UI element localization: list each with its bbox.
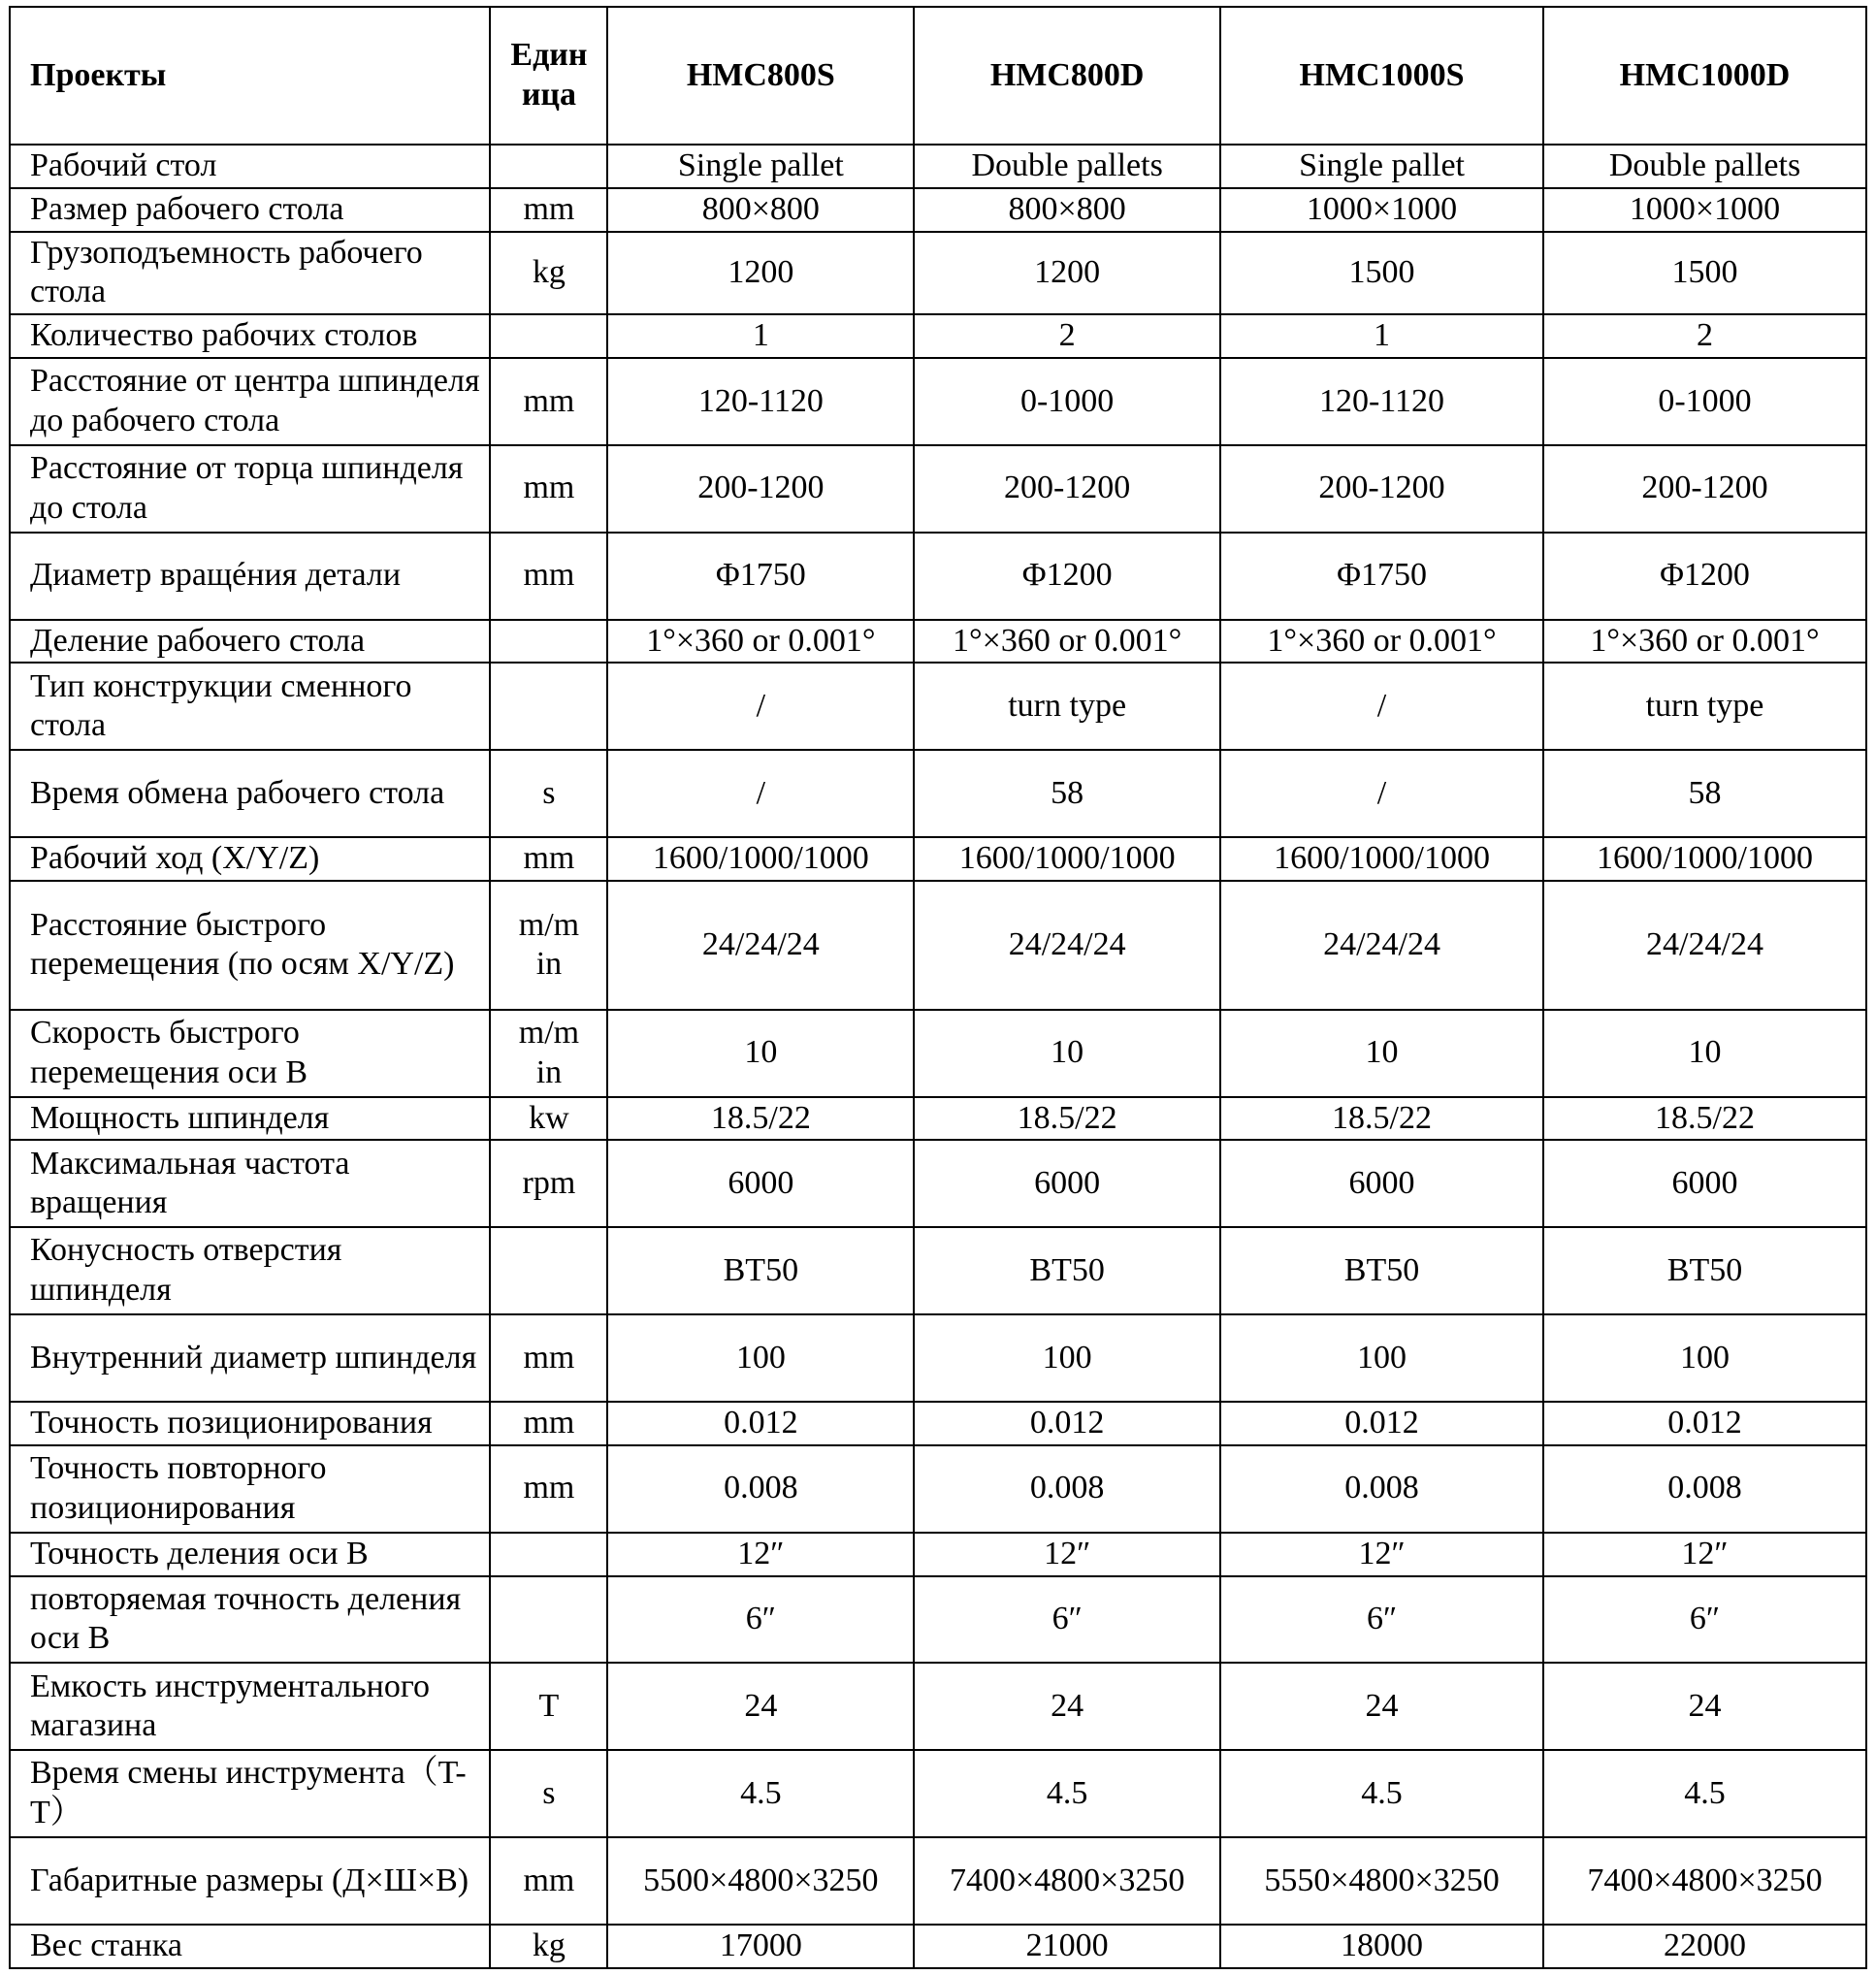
value-cell: 0.008 — [1220, 1445, 1543, 1533]
header-row — [10, 7, 1866, 145]
value-cell: 1°×360 or 0.001° — [1220, 620, 1543, 664]
value-cell: 10 — [1543, 1010, 1866, 1097]
param-cell: Расстояние от торца шпинделя до стола — [10, 445, 490, 533]
param-cell: Диаметр вращéния детали — [10, 533, 490, 620]
unit-cell — [490, 1663, 607, 1750]
value-cell: 22000 — [1543, 1925, 1866, 1968]
param-cell: Максимальная частота вращения — [10, 1140, 490, 1227]
value-cell: / — [607, 663, 914, 750]
unit-text: mm — [523, 1862, 575, 1898]
unit-cell — [490, 1925, 607, 1968]
value-cell: 2 — [914, 314, 1220, 358]
param-cell: Расстояние быстрого перемещения (по осям X/Y/Z) — [10, 881, 490, 1010]
value-cell: / — [607, 750, 914, 837]
unit-cell — [490, 1227, 607, 1314]
value-cell: 5500×4800×3250 — [607, 1837, 914, 1925]
unit-cell — [490, 145, 607, 188]
table-row — [10, 1140, 1866, 1227]
value-cell: 7400×4800×3250 — [914, 1837, 1220, 1925]
unit-cell — [490, 837, 607, 881]
value-cell: 1000×1000 — [1220, 188, 1543, 232]
unit-cell — [490, 445, 607, 533]
table-row — [10, 1576, 1866, 1664]
table-row — [10, 1314, 1866, 1402]
value-cell: Φ1200 — [914, 533, 1220, 620]
value-cell: 58 — [914, 750, 1220, 837]
param-cell: Деление рабочего стола — [10, 620, 490, 664]
value-cell: 10 — [914, 1010, 1220, 1097]
value-cell: Double pallets — [914, 145, 1220, 188]
unit-cell — [490, 188, 607, 232]
unit-text: mm — [523, 557, 575, 594]
value-cell: 1000×1000 — [1543, 188, 1866, 232]
value-cell: 1600/1000/1000 — [1543, 837, 1866, 881]
value-cell: 21000 — [914, 1925, 1220, 1968]
value-cell: 1°×360 or 0.001° — [607, 620, 914, 664]
value-cell: 10 — [1220, 1010, 1543, 1097]
table-row — [10, 620, 1866, 664]
table-row — [10, 1750, 1866, 1837]
unit-cell — [490, 232, 607, 314]
param-cell: Конусность отверстия шпинделя — [10, 1227, 490, 1314]
value-cell: 58 — [1543, 750, 1866, 837]
value-cell: Single pallet — [1220, 145, 1543, 188]
table-row — [10, 750, 1866, 837]
table-row — [10, 1010, 1866, 1097]
value-cell: 6″ — [914, 1576, 1220, 1664]
table-row — [10, 1837, 1866, 1925]
value-cell: 2 — [1543, 314, 1866, 358]
value-cell: 800×800 — [607, 188, 914, 232]
value-cell: 1600/1000/1000 — [607, 837, 914, 881]
param-cell: Расстояние от центра шпинделя до рабочего стола — [10, 358, 490, 445]
param-cell: Время обмена рабочего стола — [10, 750, 490, 837]
value-cell: 1200 — [607, 232, 914, 314]
value-cell: 200-1200 — [607, 445, 914, 533]
value-cell: 24 — [914, 1663, 1220, 1750]
value-cell: 24/24/24 — [1543, 881, 1866, 1010]
header-unit-text: Единица — [510, 37, 588, 113]
value-cell: 200-1200 — [1543, 445, 1866, 533]
value-cell: 120-1120 — [1220, 358, 1543, 445]
header-param: Проекты — [10, 7, 490, 145]
value-cell: turn type — [1543, 663, 1866, 750]
value-cell: 0.008 — [914, 1445, 1220, 1533]
unit-cell — [490, 1402, 607, 1445]
header-model: HMC800S — [607, 7, 914, 145]
unit-text: mm — [523, 1404, 575, 1441]
value-cell: BT50 — [1220, 1227, 1543, 1314]
unit-text: mm — [523, 469, 575, 506]
value-cell: Φ1200 — [1543, 533, 1866, 620]
value-cell: 1200 — [914, 232, 1220, 314]
value-cell: 5550×4800×3250 — [1220, 1837, 1543, 1925]
value-cell: Double pallets — [1543, 145, 1866, 188]
header-unit — [490, 7, 607, 145]
unit-text: T — [538, 1687, 560, 1724]
unit-cell — [490, 1533, 607, 1576]
value-cell: 100 — [1543, 1314, 1866, 1402]
value-cell: 100 — [1220, 1314, 1543, 1402]
value-cell: 17000 — [607, 1925, 914, 1968]
value-cell: 200-1200 — [1220, 445, 1543, 533]
unit-text: mm — [523, 840, 575, 877]
table-row — [10, 1227, 1866, 1314]
table-row — [10, 445, 1866, 533]
value-cell: 12″ — [1543, 1533, 1866, 1576]
value-cell: 120-1120 — [607, 358, 914, 445]
value-cell: 18000 — [1220, 1925, 1543, 1968]
value-cell: 24 — [1220, 1663, 1543, 1750]
value-cell: 18.5/22 — [1543, 1097, 1866, 1141]
table-row — [10, 663, 1866, 750]
table-row — [10, 1925, 1866, 1968]
value-cell: 0.012 — [914, 1402, 1220, 1445]
unit-cell — [490, 881, 607, 1010]
unit-text: mm — [523, 1470, 575, 1506]
value-cell: Φ1750 — [1220, 533, 1543, 620]
value-cell: 24 — [1543, 1663, 1866, 1750]
unit-cell — [490, 1097, 607, 1141]
value-cell: 1500 — [1220, 232, 1543, 314]
unit-text: mm — [523, 382, 575, 419]
table-row — [10, 1097, 1866, 1141]
value-cell: 4.5 — [1220, 1750, 1543, 1837]
value-cell: / — [1220, 663, 1543, 750]
unit-cell — [490, 358, 607, 445]
unit-cell — [490, 314, 607, 358]
unit-cell — [490, 1314, 607, 1402]
value-cell: 0.012 — [1220, 1402, 1543, 1445]
unit-cell — [490, 533, 607, 620]
header-model: HMC800D — [914, 7, 1220, 145]
value-cell: 4.5 — [1543, 1750, 1866, 1837]
param-cell: Точность позиционирования — [10, 1402, 490, 1445]
value-cell: 200-1200 — [914, 445, 1220, 533]
param-cell: Скорость быстрого перемещения оси B — [10, 1010, 490, 1097]
unit-text: rpm — [522, 1164, 576, 1201]
unit-cell — [490, 1445, 607, 1533]
unit-cell — [490, 1140, 607, 1227]
header-model: HMC1000S — [1220, 7, 1543, 145]
table-row — [10, 881, 1866, 1010]
table-row — [10, 1445, 1866, 1533]
value-cell: 1°×360 or 0.001° — [1543, 620, 1866, 664]
value-cell: 0.012 — [607, 1402, 914, 1445]
value-cell: 6000 — [914, 1140, 1220, 1227]
value-cell: 12″ — [607, 1533, 914, 1576]
param-cell: Время смены инструмента（T-T） — [10, 1750, 490, 1837]
unit-cell — [490, 1576, 607, 1664]
param-cell: повторяемая точность деления оси B — [10, 1576, 490, 1664]
unit-cell — [490, 750, 607, 837]
value-cell: 24/24/24 — [607, 881, 914, 1010]
value-cell: 0-1000 — [914, 358, 1220, 445]
value-cell: 1600/1000/1000 — [914, 837, 1220, 881]
table-row — [10, 533, 1866, 620]
unit-cell — [490, 663, 607, 750]
value-cell: 6000 — [607, 1140, 914, 1227]
table-row — [10, 232, 1866, 314]
unit-text: kg — [532, 254, 566, 291]
unit-cell — [490, 1837, 607, 1925]
value-cell: 4.5 — [607, 1750, 914, 1837]
value-cell: 24 — [607, 1663, 914, 1750]
value-cell: 1 — [1220, 314, 1543, 358]
param-cell: Рабочий ход (X/Y/Z) — [10, 837, 490, 881]
unit-text: s — [542, 1774, 556, 1811]
table-row — [10, 1533, 1866, 1576]
unit-text: mm — [523, 1339, 575, 1376]
value-cell: 0-1000 — [1543, 358, 1866, 445]
unit-text: kg — [532, 1927, 566, 1964]
value-cell: 6″ — [607, 1576, 914, 1664]
table-row — [10, 314, 1866, 358]
value-cell: 12″ — [914, 1533, 1220, 1576]
value-cell: 0.012 — [1543, 1402, 1866, 1445]
value-cell: 6000 — [1543, 1140, 1866, 1227]
unit-cell — [490, 1010, 607, 1097]
value-cell: 18.5/22 — [607, 1097, 914, 1141]
value-cell: 18.5/22 — [1220, 1097, 1543, 1141]
value-cell: 6″ — [1543, 1576, 1866, 1664]
unit-cell — [490, 1750, 607, 1837]
value-cell: / — [1220, 750, 1543, 837]
param-cell: Внутренний диаметр шпинделя — [10, 1314, 490, 1402]
table-row — [10, 145, 1866, 188]
value-cell: 1 — [607, 314, 914, 358]
param-cell: Мощность шпинделя — [10, 1097, 490, 1141]
value-cell: 0.008 — [607, 1445, 914, 1533]
param-cell: Грузоподъемность рабочего стола — [10, 232, 490, 314]
value-cell: 12″ — [1220, 1533, 1543, 1576]
param-cell: Точность деления оси B — [10, 1533, 490, 1576]
spec-table — [9, 6, 1867, 1969]
value-cell: 1600/1000/1000 — [1220, 837, 1543, 881]
value-cell: turn type — [914, 663, 1220, 750]
unit-text: kw — [529, 1099, 569, 1136]
value-cell: 10 — [607, 1010, 914, 1097]
value-cell: 100 — [914, 1314, 1220, 1402]
param-cell: Количество рабочих столов — [10, 314, 490, 358]
value-cell: 6000 — [1220, 1140, 1543, 1227]
value-cell: 4.5 — [914, 1750, 1220, 1837]
unit-text: m/min — [518, 906, 580, 983]
value-cell: BT50 — [914, 1227, 1220, 1314]
value-cell: 0.008 — [1543, 1445, 1866, 1533]
param-cell: Размер рабочего стола — [10, 188, 490, 232]
value-cell: 100 — [607, 1314, 914, 1402]
param-cell: Точность повторного позиционирования — [10, 1445, 490, 1533]
value-cell: 7400×4800×3250 — [1543, 1837, 1866, 1925]
table-row — [10, 188, 1866, 232]
param-cell: Тип конструкции сменного стола — [10, 663, 490, 750]
unit-text: m/min — [518, 1014, 580, 1090]
table-row — [10, 1402, 1866, 1445]
value-cell: 18.5/22 — [914, 1097, 1220, 1141]
unit-text: s — [542, 774, 556, 811]
value-cell: 1500 — [1543, 232, 1866, 314]
table-row — [10, 837, 1866, 881]
header-model: HMC1000D — [1543, 7, 1866, 145]
value-cell: Φ1750 — [607, 533, 914, 620]
value-cell: 6″ — [1220, 1576, 1543, 1664]
value-cell: 800×800 — [914, 188, 1220, 232]
param-cell: Габаритные размеры (Д×Ш×В) — [10, 1837, 490, 1925]
value-cell: BT50 — [607, 1227, 914, 1314]
value-cell: 24/24/24 — [914, 881, 1220, 1010]
param-cell: Емкость инструментального магазина — [10, 1663, 490, 1750]
unit-text: mm — [523, 190, 575, 227]
param-cell: Вес станка — [10, 1925, 490, 1968]
value-cell: 24/24/24 — [1220, 881, 1543, 1010]
table-row — [10, 358, 1866, 445]
value-cell: BT50 — [1543, 1227, 1866, 1314]
value-cell: 1°×360 or 0.001° — [914, 620, 1220, 664]
table-row — [10, 1663, 1866, 1750]
unit-cell — [490, 620, 607, 664]
param-cell: Рабочий стол — [10, 145, 490, 188]
value-cell: Single pallet — [607, 145, 914, 188]
table-body — [10, 145, 1866, 1968]
